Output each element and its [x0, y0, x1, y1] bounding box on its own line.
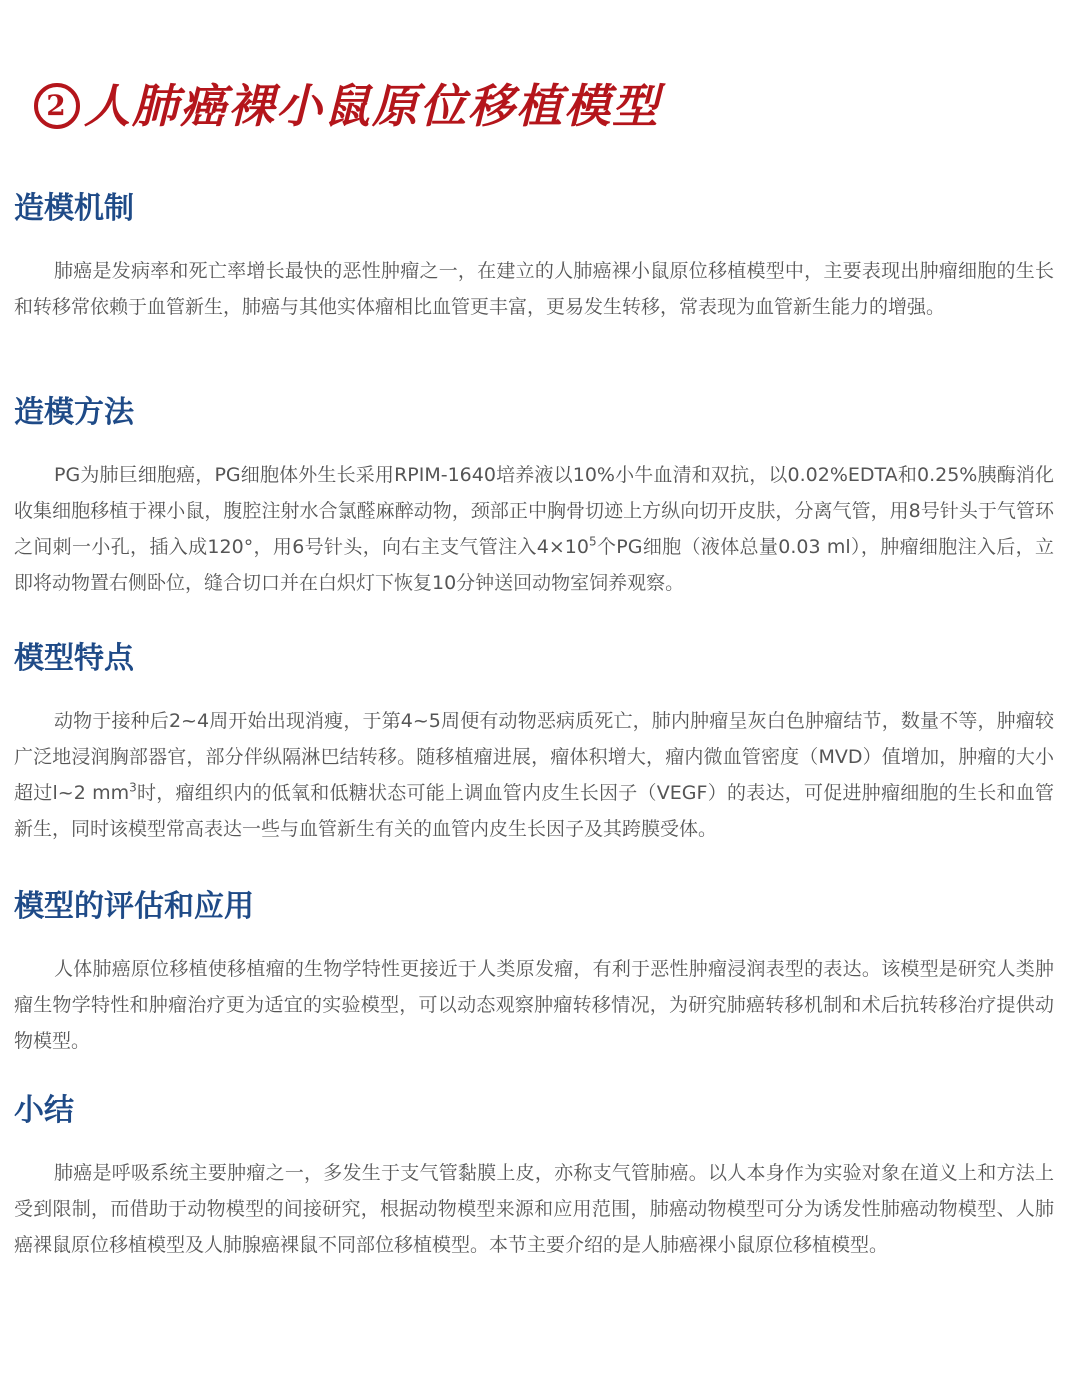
section-body-mechanism: 肺癌是发病率和死亡率增长最快的恶性肿瘤之一，在建立的人肺癌裸小鼠原位移植模型中，主要表现出肿瘤细胞的生长和转移常依赖于血管新生，肺癌与其他实体瘤相比血管更丰富，更易发生转移，常表现为血管新生能力的增强。 — [14, 260, 1054, 318]
section-heading-features: 模型特点 — [14, 641, 134, 676]
features-text-a: 动物于接种后2~4周开始出现消瘦，于第4~5周便有动物恶病质死亡，肺内肿瘤呈灰白色肿瘤结节，数量不等，肿瘤较广泛地浸润胸部器官，部分伴纵隔淋巴结转移。随移植瘤进展，瘤体积增大，瘤内微血管密度（MVD）值增加，肿瘤的大小超过l~2 mm — [14, 710, 1054, 804]
title-text: 人肺癌裸小鼠原位移植模型 — [84, 79, 660, 133]
section-heading-summary: 小结 — [14, 1093, 74, 1128]
section-body-features — [14, 703, 1054, 847]
features-text-b: 时，瘤组织内的低氧和低糖状态可能上调血管内皮生长因子（VEGF）的表达，可促进肿瘤细胞的生长和血管新生，同时该模型常高表达一些与血管新生有关的血管内皮生长因子及其跨膜受体。 — [14, 782, 1054, 840]
section-heading-mechanism: 造模机制 — [14, 191, 134, 226]
section-body-summary: 肺癌是呼吸系统主要肿瘤之一，多发生于支气管黏膜上皮，亦称支气管肺癌。以人本身作为实验对象在道义上和方法上受到限制，而借助于动物模型的间接研究，根据动物模型来源和应用范围，肺癌动物模型可分为诱发性肺癌动物模型、人肺癌裸鼠原位移植模型及人肺腺癌裸鼠不同部位移植模型。本节主要介绍的是人肺癌裸小鼠原位移植模型。 — [14, 1162, 1054, 1256]
title-number: 2 — [34, 83, 80, 129]
section-heading-method: 造模方法 — [14, 395, 134, 430]
features-sup: 3 — [129, 780, 137, 795]
method-sup: 5 — [588, 534, 597, 549]
section-heading-evaluation: 模型的评估和应用 — [14, 889, 254, 924]
method-text-a: PG为肺巨细胞癌，PG细胞体外生长采用RPIM-1640培养液以10%小牛血清和双抗，以0.02%EDTA和0.25%胰酶消化收集细胞移植于裸小鼠，腹腔注射水合氯醛麻醉动物，颈部正中胸骨切迹上方纵向切开皮肤，分离气管，用8号针头于气管环之间刺一小孔，插入成120°，用6号针头，向右主支气管注入4×10 — [14, 464, 1054, 558]
method-text-b: 个PG细胞（液体总量0.03 ml），肿瘤细胞注入后，立即将动物置右侧卧位，缝合切口并在白炽灯下恢复10分钟送回动物室饲养观察。 — [14, 536, 1054, 594]
page-title — [34, 70, 660, 136]
section-body-method — [14, 457, 1054, 601]
section-body-evaluation: 人体肺癌原位移植使移植瘤的生物学特性更接近于人类原发瘤，有利于恶性肿瘤浸润表型的表达。该模型是研究人类肿瘤生物学特性和肿瘤治疗更为适宜的实验模型，可以动态观察肿瘤转移情况，为研究肺癌转移机制和术后抗转移治疗提供动物模型。 — [14, 958, 1054, 1052]
